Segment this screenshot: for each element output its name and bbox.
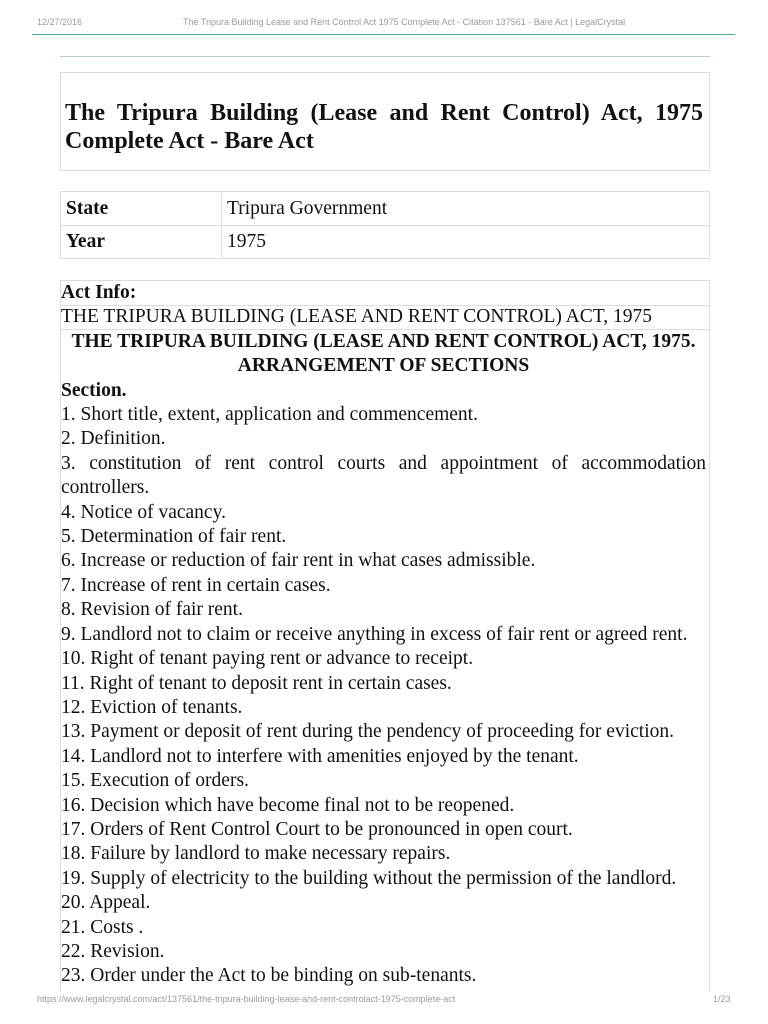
header-divider: [32, 34, 735, 35]
section-list-item: [61, 427, 706, 451]
section-list-item: [61, 672, 706, 696]
section-title: Failure by landlord to make necessary repairs.: [90, 843, 451, 865]
section-list-item: [61, 647, 706, 671]
act-name-row: THE TRIPURA BUILDING (LEASE AND RENT CONTROL) ACT, 1975: [61, 305, 709, 329]
section-number: 9.: [61, 623, 76, 645]
section-number: 20.: [61, 892, 86, 914]
act-details-table: [60, 191, 710, 259]
section-title: Decision which have become final not to be reopened.: [90, 794, 515, 816]
content-divider: [60, 56, 710, 57]
section-list-item: [61, 745, 706, 769]
section-list-item: [61, 891, 706, 915]
section-list-item: [61, 720, 706, 744]
section-number: 11.: [61, 672, 85, 694]
section-number: 13.: [61, 721, 86, 743]
section-title: Appeal.: [89, 892, 151, 914]
section-list-item: [61, 403, 706, 427]
section-list: [61, 403, 706, 989]
section-title: Increase of rent in certain cases.: [80, 574, 331, 596]
details-row-state: [61, 192, 709, 225]
section-number: 7.: [61, 574, 76, 596]
section-list-item: [61, 574, 706, 598]
section-number: 19.: [61, 867, 86, 889]
print-page-number: 1/23: [713, 994, 731, 1004]
section-title: Revision of fair rent.: [80, 599, 243, 621]
section-number: 17.: [61, 818, 86, 840]
section-title: Costs .: [90, 916, 144, 938]
section-number: 5.: [61, 526, 76, 548]
section-title: Definition.: [80, 428, 166, 450]
section-title: Landlord not to interfere with amenities enjoyed by the tenant.: [90, 745, 579, 767]
section-number: 21.: [61, 916, 86, 938]
section-list-item: [61, 940, 706, 964]
section-number: 10.: [61, 648, 86, 670]
section-title: Landlord not to claim or receive anything in excess of fair rent or agreed rent.: [80, 623, 688, 645]
section-number: 8.: [61, 599, 76, 621]
section-list-item: [61, 818, 706, 842]
arrangement-heading: ARRANGEMENT OF SECTIONS: [237, 355, 530, 377]
section-title: Short title, extent, application and commencement.: [80, 404, 478, 426]
section-number: 16.: [61, 794, 86, 816]
section-title: Execution of orders.: [90, 770, 249, 792]
section-number: 2.: [61, 428, 76, 450]
section-list-item: [61, 916, 706, 940]
section-label: Section.: [61, 379, 127, 401]
section-title: Right of tenant to deposit rent in certain cases.: [89, 672, 452, 694]
section-title: Payment or deposit of rent during the pendency of proceeding for eviction.: [90, 721, 674, 743]
section-list-item: [61, 598, 706, 622]
section-list-item: [61, 501, 706, 525]
details-row-year: [61, 225, 709, 258]
section-title: Orders of Rent Control Court to be pronounced in open court.: [90, 818, 573, 840]
act-info-label: Act Info:: [61, 282, 137, 303]
section-list-item: [61, 623, 706, 647]
section-list-item: [61, 842, 706, 866]
print-date: 12/27/2016: [37, 17, 83, 27]
section-number: 4.: [61, 501, 76, 523]
act-heading: THE TRIPURA BUILDING (LEASE AND RENT CONTROL) ACT, 1975.: [71, 330, 696, 352]
section-list-item: [61, 452, 706, 501]
section-number: 23.: [61, 965, 86, 987]
section-title: Revision.: [90, 940, 165, 962]
section-number: 6.: [61, 550, 76, 572]
state-label: State: [61, 192, 222, 225]
section-list-item: [61, 549, 706, 573]
section-list-item: [61, 769, 706, 793]
section-number: 1.: [61, 404, 76, 426]
section-title: Determination of fair rent.: [80, 526, 287, 548]
print-page-title: The Tripura Building Lease and Rent Control Act 1975 Complete Act - Citation 137561 - Bare Act | LegalCrystal: [183, 17, 626, 27]
section-list-item: [61, 964, 706, 988]
section-number: 15.: [61, 770, 86, 792]
page-title: The Tripura Building (Lease and Rent Control) Act, 1975 Complete Act - Bare Act: [65, 100, 703, 154]
section-title: constitution of rent control courts and appointment of accommodation controllers.: [61, 452, 707, 499]
section-list-item: [61, 867, 706, 891]
section-list-item: [61, 794, 706, 818]
section-title: Supply of electricity to the building without the permission of the landlord.: [90, 867, 677, 889]
section-title: Right of tenant paying rent or advance to receipt.: [90, 648, 474, 670]
year-value: 1975: [227, 231, 266, 252]
section-number: 22.: [61, 940, 86, 962]
section-number: 12.: [61, 696, 86, 718]
title-panel: [60, 72, 710, 171]
section-list-item: [61, 696, 706, 720]
print-url: https://www.legalcrystal.com/act/137561/the-tripura-building-lease-and-rent-controlact-1975-complete-act: [37, 994, 456, 1004]
act-info-panel: [60, 280, 710, 992]
section-number: 14.: [61, 745, 86, 767]
section-title: Increase or reduction of fair rent in what cases admissible.: [80, 550, 536, 572]
state-value: Tripura Government: [227, 197, 388, 219]
section-number: 3.: [61, 452, 76, 474]
section-title: Notice of vacancy.: [80, 501, 226, 523]
year-label: Year: [61, 226, 222, 258]
section-list-item: [61, 525, 706, 549]
section-title: Order under the Act to be binding on sub-tenants.: [90, 965, 477, 987]
section-title: Eviction of tenants.: [90, 696, 243, 718]
section-number: 18.: [61, 843, 86, 865]
